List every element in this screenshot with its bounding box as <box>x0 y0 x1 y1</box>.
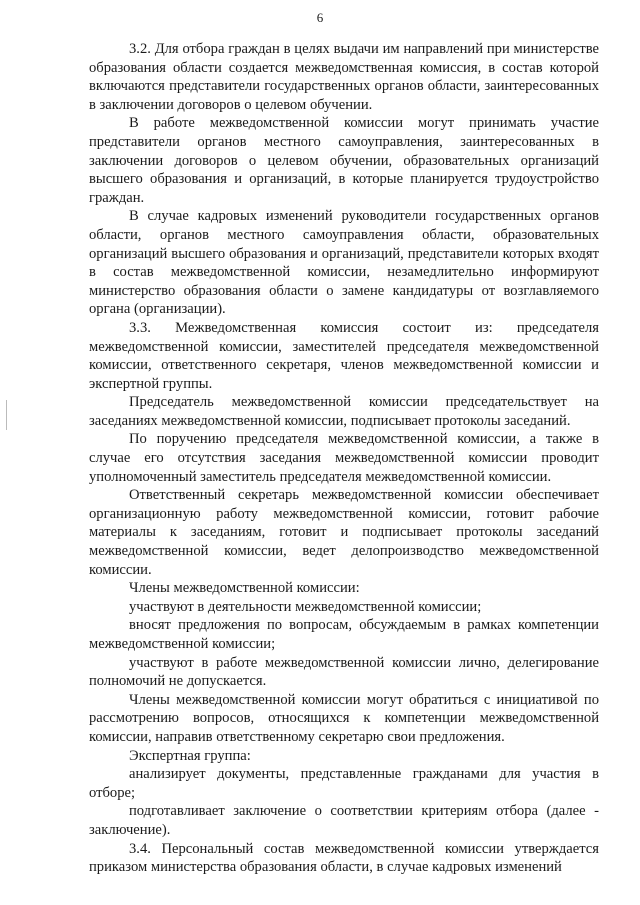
paragraph-chairman: Председатель межведомственной комиссии председательствует на заседаниях межведомственной комиссии, подписывает протоколы заседаний. <box>89 394 599 429</box>
paragraph-deputy: По поручению председателя межведомственной комиссии, а также в случае его отсутствия заседания межведомственной комиссии проводит уполномоченный заместитель председателя межведомственной комиссии. <box>89 431 599 485</box>
paragraph-expert-item-2: подготавливает заключение о соответствии критериям отбора (далее - заключение). <box>89 803 599 838</box>
paragraph-members-item-1: участвуют в деятельности межведомственной комиссии; <box>129 598 482 615</box>
paragraph-3-2: 3.2. Для отбора граждан в целях выдачи им направлений при министерстве образования области создается межведомственная комиссия, в состав которой включаются представители государственных органов области, заинтересованных в заключении договоров о целевом обучении. <box>89 41 599 113</box>
paragraph-expert-item-1: анализирует документы, представленные гражданами для участия в отборе; <box>89 766 599 801</box>
paragraph-3-4: 3.4. Персональный состав межведомственной комиссии утверждается приказом министерства образования области, в случае кадровых изменений <box>89 840 599 876</box>
paragraph-3-3: 3.3. Межведомственная комиссия состоит из: председателя межведомственной комиссии, заместителей председателя межведомственной комиссии, ответственного секретаря, членов межведомственной комиссии и экспертной группы. <box>89 319 599 392</box>
scan-edge-mark <box>6 400 7 430</box>
paragraph-members-item-3: участвуют в работе межведомственной комиссии лично, делегирование полномочий не допускается. <box>89 654 599 690</box>
paragraph-expert-group-heading: Экспертная группа: <box>129 747 251 764</box>
document-body <box>89 40 599 877</box>
paragraph-participants: В работе межведомственной комиссии могут принимать участие представители органов местного самоуправления, заинтересованных в заключении договоров о целевом обучении, образовательных организаций высшего образования и организаций, в которые планируется трудоустройство граждан. <box>89 115 599 206</box>
paragraph-secretary: Ответственный секретарь межведомственной комиссии обеспечивает организационную работу межведомственной комиссии, готовит рабочие материалы к заседаниям, готовит и подписывает протоколы заседаний межведомственной комиссии, ведет делопроизводство межведомственной комиссии. <box>89 487 599 578</box>
page-number: 6 <box>316 10 324 25</box>
paragraph-members-heading: Члены межведомственной комиссии: <box>129 580 360 597</box>
paragraph-staff-changes: В случае кадровых изменений руководители государственных органов области, органов местного самоуправления области, образовательных организаций высшего образования и организаций, представители которых входят в состав межведомственной комиссии, незамедлительно информируют министерство образования области о замене кандидатуры от возглавляемого органа (организации). <box>89 208 599 318</box>
paragraph-members-initiative: Члены межведомственной комиссии могут обратиться с инициативой по рассмотрению вопросов, относящихся к компетенции межведомственной комиссии, направив ответственному секретарю свои предложения. <box>89 691 599 745</box>
paragraph-members-item-2: вносят предложения по вопросам, обсуждаемым в рамках компетенции межведомственной комиссии; <box>89 617 599 652</box>
